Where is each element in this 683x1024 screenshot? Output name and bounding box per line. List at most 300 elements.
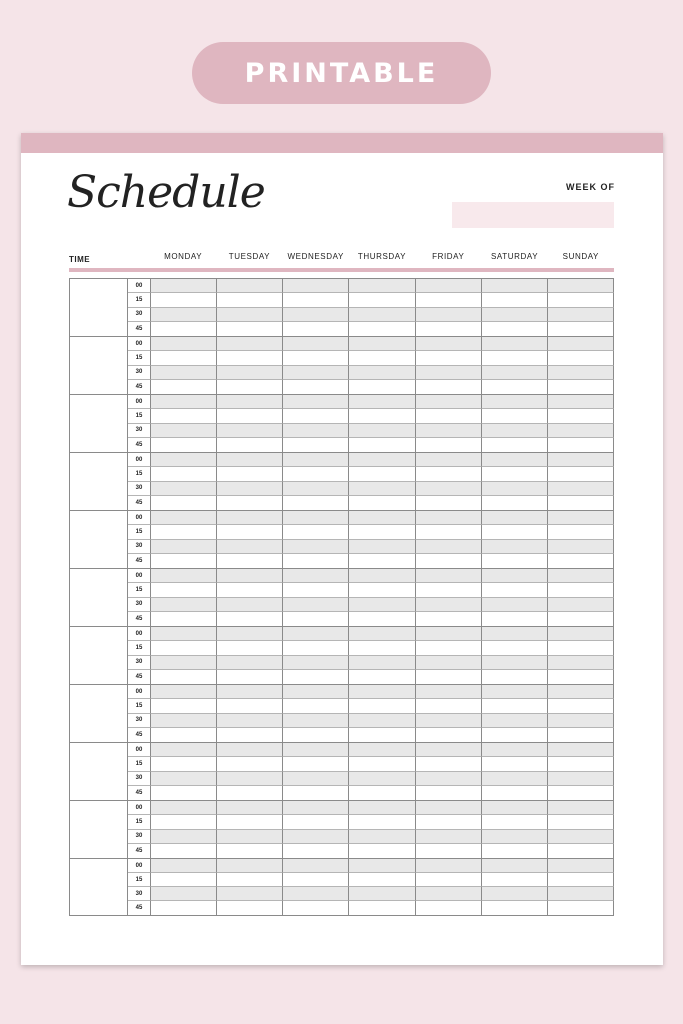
slot-cell-tuesday[interactable] (217, 670, 283, 684)
slot-cell-tuesday[interactable] (217, 772, 283, 786)
slot-cell-saturday[interactable] (482, 569, 548, 583)
slot-cell-monday[interactable] (151, 337, 217, 351)
slot-cell-monday[interactable] (151, 772, 217, 786)
slot-cell-monday[interactable] (151, 598, 217, 612)
slot-cell-thursday[interactable] (349, 380, 415, 394)
slot-cell-monday[interactable] (151, 279, 217, 293)
slot-cell-friday[interactable] (416, 743, 482, 757)
slot-cell-saturday[interactable] (482, 598, 548, 612)
slot-cell-friday[interactable] (416, 844, 482, 858)
slot-cell-tuesday[interactable] (217, 380, 283, 394)
slot-cell-sunday[interactable] (548, 540, 614, 554)
slot-cell-tuesday[interactable] (217, 873, 283, 887)
slot-cell-friday[interactable] (416, 830, 482, 844)
slot-cell-wednesday[interactable] (283, 395, 349, 409)
slot-cell-wednesday[interactable] (283, 438, 349, 452)
slot-cell-saturday[interactable] (482, 482, 548, 496)
slot-cell-saturday[interactable] (482, 728, 548, 742)
slot-cell-thursday[interactable] (349, 511, 415, 525)
slot-cell-tuesday[interactable] (217, 815, 283, 829)
slot-cell-monday[interactable] (151, 569, 217, 583)
slot-cell-wednesday[interactable] (283, 366, 349, 380)
hour-label-cell[interactable] (70, 569, 128, 626)
slot-cell-sunday[interactable] (548, 482, 614, 496)
slot-cell-wednesday[interactable] (283, 293, 349, 307)
slot-cell-wednesday[interactable] (283, 887, 349, 901)
slot-cell-monday[interactable] (151, 293, 217, 307)
slot-cell-monday[interactable] (151, 482, 217, 496)
slot-cell-sunday[interactable] (548, 496, 614, 510)
slot-cell-monday[interactable] (151, 424, 217, 438)
slot-cell-tuesday[interactable] (217, 467, 283, 481)
hour-label-cell[interactable] (70, 685, 128, 742)
slot-cell-tuesday[interactable] (217, 641, 283, 655)
slot-cell-monday[interactable] (151, 844, 217, 858)
slot-cell-sunday[interactable] (548, 844, 614, 858)
slot-cell-thursday[interactable] (349, 714, 415, 728)
week-of-field[interactable] (452, 202, 614, 228)
slot-cell-friday[interactable] (416, 641, 482, 655)
slot-cell-thursday[interactable] (349, 772, 415, 786)
slot-cell-thursday[interactable] (349, 699, 415, 713)
slot-cell-friday[interactable] (416, 308, 482, 322)
slot-cell-saturday[interactable] (482, 453, 548, 467)
slot-cell-friday[interactable] (416, 279, 482, 293)
slot-cell-monday[interactable] (151, 757, 217, 771)
hour-label-cell[interactable] (70, 859, 128, 915)
slot-cell-wednesday[interactable] (283, 351, 349, 365)
slot-cell-sunday[interactable] (548, 380, 614, 394)
slot-cell-sunday[interactable] (548, 409, 614, 423)
slot-cell-tuesday[interactable] (217, 496, 283, 510)
hour-label-cell[interactable] (70, 743, 128, 800)
slot-cell-wednesday[interactable] (283, 525, 349, 539)
slot-cell-wednesday[interactable] (283, 685, 349, 699)
slot-cell-saturday[interactable] (482, 786, 548, 800)
slot-cell-tuesday[interactable] (217, 583, 283, 597)
slot-cell-tuesday[interactable] (217, 887, 283, 901)
slot-cell-saturday[interactable] (482, 337, 548, 351)
slot-cell-friday[interactable] (416, 699, 482, 713)
slot-cell-thursday[interactable] (349, 279, 415, 293)
slot-cell-thursday[interactable] (349, 901, 415, 915)
hour-label-cell[interactable] (70, 801, 128, 858)
slot-cell-saturday[interactable] (482, 844, 548, 858)
slot-cell-tuesday[interactable] (217, 656, 283, 670)
slot-cell-sunday[interactable] (548, 453, 614, 467)
slot-cell-wednesday[interactable] (283, 670, 349, 684)
slot-cell-friday[interactable] (416, 859, 482, 873)
slot-cell-friday[interactable] (416, 293, 482, 307)
slot-cell-monday[interactable] (151, 583, 217, 597)
slot-cell-tuesday[interactable] (217, 395, 283, 409)
slot-cell-wednesday[interactable] (283, 801, 349, 815)
slot-cell-wednesday[interactable] (283, 482, 349, 496)
slot-cell-wednesday[interactable] (283, 728, 349, 742)
slot-cell-monday[interactable] (151, 351, 217, 365)
slot-cell-sunday[interactable] (548, 887, 614, 901)
slot-cell-monday[interactable] (151, 873, 217, 887)
slot-cell-thursday[interactable] (349, 467, 415, 481)
slot-cell-wednesday[interactable] (283, 656, 349, 670)
slot-cell-wednesday[interactable] (283, 569, 349, 583)
slot-cell-friday[interactable] (416, 366, 482, 380)
slot-cell-wednesday[interactable] (283, 641, 349, 655)
slot-cell-monday[interactable] (151, 670, 217, 684)
slot-cell-saturday[interactable] (482, 322, 548, 336)
slot-cell-tuesday[interactable] (217, 685, 283, 699)
hour-label-cell[interactable] (70, 453, 128, 510)
slot-cell-monday[interactable] (151, 801, 217, 815)
slot-cell-friday[interactable] (416, 685, 482, 699)
slot-cell-saturday[interactable] (482, 714, 548, 728)
slot-cell-monday[interactable] (151, 714, 217, 728)
slot-cell-thursday[interactable] (349, 830, 415, 844)
slot-cell-tuesday[interactable] (217, 627, 283, 641)
slot-cell-thursday[interactable] (349, 627, 415, 641)
slot-cell-tuesday[interactable] (217, 424, 283, 438)
slot-cell-sunday[interactable] (548, 641, 614, 655)
slot-cell-thursday[interactable] (349, 598, 415, 612)
slot-cell-saturday[interactable] (482, 540, 548, 554)
slot-cell-wednesday[interactable] (283, 901, 349, 915)
slot-cell-wednesday[interactable] (283, 699, 349, 713)
slot-cell-tuesday[interactable] (217, 801, 283, 815)
slot-cell-wednesday[interactable] (283, 612, 349, 626)
slot-cell-friday[interactable] (416, 815, 482, 829)
slot-cell-wednesday[interactable] (283, 844, 349, 858)
slot-cell-monday[interactable] (151, 728, 217, 742)
slot-cell-friday[interactable] (416, 801, 482, 815)
slot-cell-thursday[interactable] (349, 583, 415, 597)
slot-cell-sunday[interactable] (548, 670, 614, 684)
slot-cell-tuesday[interactable] (217, 540, 283, 554)
slot-cell-saturday[interactable] (482, 641, 548, 655)
slot-cell-thursday[interactable] (349, 395, 415, 409)
slot-cell-wednesday[interactable] (283, 496, 349, 510)
slot-cell-sunday[interactable] (548, 395, 614, 409)
slot-cell-thursday[interactable] (349, 540, 415, 554)
slot-cell-wednesday[interactable] (283, 540, 349, 554)
slot-cell-wednesday[interactable] (283, 598, 349, 612)
slot-cell-sunday[interactable] (548, 728, 614, 742)
slot-cell-thursday[interactable] (349, 873, 415, 887)
slot-cell-tuesday[interactable] (217, 569, 283, 583)
slot-cell-saturday[interactable] (482, 351, 548, 365)
slot-cell-monday[interactable] (151, 380, 217, 394)
slot-cell-saturday[interactable] (482, 525, 548, 539)
slot-cell-thursday[interactable] (349, 337, 415, 351)
slot-cell-thursday[interactable] (349, 670, 415, 684)
slot-cell-sunday[interactable] (548, 743, 614, 757)
slot-cell-monday[interactable] (151, 540, 217, 554)
slot-cell-wednesday[interactable] (283, 511, 349, 525)
slot-cell-sunday[interactable] (548, 511, 614, 525)
slot-cell-wednesday[interactable] (283, 786, 349, 800)
slot-cell-friday[interactable] (416, 438, 482, 452)
slot-cell-thursday[interactable] (349, 438, 415, 452)
slot-cell-tuesday[interactable] (217, 714, 283, 728)
slot-cell-tuesday[interactable] (217, 366, 283, 380)
slot-cell-thursday[interactable] (349, 351, 415, 365)
slot-cell-sunday[interactable] (548, 337, 614, 351)
slot-cell-thursday[interactable] (349, 641, 415, 655)
slot-cell-thursday[interactable] (349, 525, 415, 539)
slot-cell-sunday[interactable] (548, 279, 614, 293)
slot-cell-friday[interactable] (416, 757, 482, 771)
slot-cell-friday[interactable] (416, 395, 482, 409)
slot-cell-wednesday[interactable] (283, 453, 349, 467)
slot-cell-thursday[interactable] (349, 612, 415, 626)
slot-cell-thursday[interactable] (349, 728, 415, 742)
slot-cell-monday[interactable] (151, 641, 217, 655)
slot-cell-tuesday[interactable] (217, 554, 283, 568)
slot-cell-monday[interactable] (151, 453, 217, 467)
slot-cell-saturday[interactable] (482, 366, 548, 380)
slot-cell-sunday[interactable] (548, 714, 614, 728)
slot-cell-saturday[interactable] (482, 380, 548, 394)
slot-cell-sunday[interactable] (548, 685, 614, 699)
slot-cell-saturday[interactable] (482, 467, 548, 481)
slot-cell-friday[interactable] (416, 351, 482, 365)
slot-cell-friday[interactable] (416, 598, 482, 612)
slot-cell-sunday[interactable] (548, 525, 614, 539)
slot-cell-thursday[interactable] (349, 844, 415, 858)
slot-cell-saturday[interactable] (482, 554, 548, 568)
hour-label-cell[interactable] (70, 395, 128, 452)
slot-cell-sunday[interactable] (548, 438, 614, 452)
slot-cell-friday[interactable] (416, 887, 482, 901)
slot-cell-wednesday[interactable] (283, 322, 349, 336)
slot-cell-saturday[interactable] (482, 496, 548, 510)
slot-cell-thursday[interactable] (349, 409, 415, 423)
slot-cell-friday[interactable] (416, 380, 482, 394)
slot-cell-tuesday[interactable] (217, 525, 283, 539)
slot-cell-thursday[interactable] (349, 569, 415, 583)
slot-cell-saturday[interactable] (482, 395, 548, 409)
slot-cell-tuesday[interactable] (217, 612, 283, 626)
slot-cell-monday[interactable] (151, 395, 217, 409)
slot-cell-saturday[interactable] (482, 279, 548, 293)
slot-cell-friday[interactable] (416, 409, 482, 423)
slot-cell-saturday[interactable] (482, 772, 548, 786)
slot-cell-saturday[interactable] (482, 438, 548, 452)
slot-cell-thursday[interactable] (349, 801, 415, 815)
slot-cell-wednesday[interactable] (283, 409, 349, 423)
slot-cell-monday[interactable] (151, 901, 217, 915)
slot-cell-sunday[interactable] (548, 772, 614, 786)
slot-cell-sunday[interactable] (548, 366, 614, 380)
slot-cell-thursday[interactable] (349, 496, 415, 510)
slot-cell-monday[interactable] (151, 786, 217, 800)
slot-cell-friday[interactable] (416, 540, 482, 554)
slot-cell-friday[interactable] (416, 612, 482, 626)
slot-cell-sunday[interactable] (548, 351, 614, 365)
slot-cell-tuesday[interactable] (217, 322, 283, 336)
slot-cell-monday[interactable] (151, 409, 217, 423)
slot-cell-tuesday[interactable] (217, 728, 283, 742)
slot-cell-friday[interactable] (416, 901, 482, 915)
slot-cell-friday[interactable] (416, 728, 482, 742)
slot-cell-friday[interactable] (416, 496, 482, 510)
slot-cell-sunday[interactable] (548, 612, 614, 626)
slot-cell-friday[interactable] (416, 453, 482, 467)
slot-cell-saturday[interactable] (482, 293, 548, 307)
slot-cell-sunday[interactable] (548, 699, 614, 713)
slot-cell-thursday[interactable] (349, 757, 415, 771)
slot-cell-saturday[interactable] (482, 583, 548, 597)
slot-cell-monday[interactable] (151, 685, 217, 699)
slot-cell-tuesday[interactable] (217, 844, 283, 858)
slot-cell-saturday[interactable] (482, 859, 548, 873)
slot-cell-monday[interactable] (151, 438, 217, 452)
slot-cell-wednesday[interactable] (283, 859, 349, 873)
slot-cell-thursday[interactable] (349, 424, 415, 438)
slot-cell-friday[interactable] (416, 424, 482, 438)
slot-cell-friday[interactable] (416, 467, 482, 481)
slot-cell-monday[interactable] (151, 554, 217, 568)
slot-cell-monday[interactable] (151, 656, 217, 670)
slot-cell-sunday[interactable] (548, 786, 614, 800)
slot-cell-thursday[interactable] (349, 554, 415, 568)
slot-cell-saturday[interactable] (482, 801, 548, 815)
slot-cell-friday[interactable] (416, 554, 482, 568)
slot-cell-saturday[interactable] (482, 670, 548, 684)
slot-cell-friday[interactable] (416, 670, 482, 684)
slot-cell-sunday[interactable] (548, 569, 614, 583)
slot-cell-sunday[interactable] (548, 583, 614, 597)
slot-cell-monday[interactable] (151, 511, 217, 525)
slot-cell-monday[interactable] (151, 699, 217, 713)
slot-cell-thursday[interactable] (349, 743, 415, 757)
slot-cell-monday[interactable] (151, 322, 217, 336)
slot-cell-friday[interactable] (416, 525, 482, 539)
slot-cell-saturday[interactable] (482, 873, 548, 887)
slot-cell-tuesday[interactable] (217, 743, 283, 757)
slot-cell-monday[interactable] (151, 612, 217, 626)
slot-cell-monday[interactable] (151, 525, 217, 539)
slot-cell-saturday[interactable] (482, 699, 548, 713)
slot-cell-wednesday[interactable] (283, 583, 349, 597)
slot-cell-monday[interactable] (151, 627, 217, 641)
slot-cell-monday[interactable] (151, 815, 217, 829)
slot-cell-thursday[interactable] (349, 656, 415, 670)
slot-cell-sunday[interactable] (548, 757, 614, 771)
hour-label-cell[interactable] (70, 337, 128, 394)
slot-cell-monday[interactable] (151, 887, 217, 901)
slot-cell-saturday[interactable] (482, 308, 548, 322)
slot-cell-saturday[interactable] (482, 743, 548, 757)
slot-cell-monday[interactable] (151, 366, 217, 380)
slot-cell-wednesday[interactable] (283, 554, 349, 568)
slot-cell-friday[interactable] (416, 322, 482, 336)
slot-cell-friday[interactable] (416, 511, 482, 525)
slot-cell-saturday[interactable] (482, 901, 548, 915)
slot-cell-tuesday[interactable] (217, 337, 283, 351)
slot-cell-thursday[interactable] (349, 685, 415, 699)
slot-cell-friday[interactable] (416, 873, 482, 887)
slot-cell-wednesday[interactable] (283, 873, 349, 887)
slot-cell-saturday[interactable] (482, 409, 548, 423)
slot-cell-tuesday[interactable] (217, 830, 283, 844)
slot-cell-tuesday[interactable] (217, 859, 283, 873)
slot-cell-sunday[interactable] (548, 873, 614, 887)
slot-cell-sunday[interactable] (548, 830, 614, 844)
slot-cell-tuesday[interactable] (217, 453, 283, 467)
slot-cell-wednesday[interactable] (283, 279, 349, 293)
slot-cell-wednesday[interactable] (283, 772, 349, 786)
slot-cell-sunday[interactable] (548, 656, 614, 670)
slot-cell-monday[interactable] (151, 859, 217, 873)
slot-cell-saturday[interactable] (482, 815, 548, 829)
slot-cell-sunday[interactable] (548, 467, 614, 481)
slot-cell-saturday[interactable] (482, 424, 548, 438)
slot-cell-tuesday[interactable] (217, 598, 283, 612)
slot-cell-wednesday[interactable] (283, 757, 349, 771)
slot-cell-sunday[interactable] (548, 308, 614, 322)
slot-cell-tuesday[interactable] (217, 438, 283, 452)
slot-cell-monday[interactable] (151, 308, 217, 322)
slot-cell-thursday[interactable] (349, 366, 415, 380)
slot-cell-friday[interactable] (416, 569, 482, 583)
slot-cell-tuesday[interactable] (217, 757, 283, 771)
slot-cell-sunday[interactable] (548, 859, 614, 873)
slot-cell-friday[interactable] (416, 627, 482, 641)
slot-cell-wednesday[interactable] (283, 815, 349, 829)
slot-cell-wednesday[interactable] (283, 424, 349, 438)
slot-cell-saturday[interactable] (482, 887, 548, 901)
hour-label-cell[interactable] (70, 279, 128, 336)
slot-cell-monday[interactable] (151, 743, 217, 757)
slot-cell-tuesday[interactable] (217, 901, 283, 915)
slot-cell-sunday[interactable] (548, 627, 614, 641)
slot-cell-tuesday[interactable] (217, 409, 283, 423)
hour-label-cell[interactable] (70, 511, 128, 568)
slot-cell-tuesday[interactable] (217, 279, 283, 293)
slot-cell-saturday[interactable] (482, 627, 548, 641)
slot-cell-thursday[interactable] (349, 859, 415, 873)
slot-cell-friday[interactable] (416, 583, 482, 597)
slot-cell-wednesday[interactable] (283, 467, 349, 481)
slot-cell-sunday[interactable] (548, 554, 614, 568)
slot-cell-thursday[interactable] (349, 786, 415, 800)
slot-cell-friday[interactable] (416, 772, 482, 786)
slot-cell-saturday[interactable] (482, 757, 548, 771)
hour-label-cell[interactable] (70, 627, 128, 684)
slot-cell-sunday[interactable] (548, 424, 614, 438)
slot-cell-friday[interactable] (416, 337, 482, 351)
slot-cell-thursday[interactable] (349, 482, 415, 496)
slot-cell-wednesday[interactable] (283, 337, 349, 351)
slot-cell-wednesday[interactable] (283, 627, 349, 641)
slot-cell-tuesday[interactable] (217, 786, 283, 800)
slot-cell-friday[interactable] (416, 714, 482, 728)
slot-cell-saturday[interactable] (482, 656, 548, 670)
slot-cell-sunday[interactable] (548, 901, 614, 915)
slot-cell-wednesday[interactable] (283, 714, 349, 728)
slot-cell-monday[interactable] (151, 830, 217, 844)
slot-cell-saturday[interactable] (482, 612, 548, 626)
slot-cell-sunday[interactable] (548, 815, 614, 829)
slot-cell-wednesday[interactable] (283, 830, 349, 844)
slot-cell-thursday[interactable] (349, 453, 415, 467)
slot-cell-thursday[interactable] (349, 815, 415, 829)
slot-cell-friday[interactable] (416, 482, 482, 496)
slot-cell-thursday[interactable] (349, 308, 415, 322)
slot-cell-thursday[interactable] (349, 887, 415, 901)
slot-cell-tuesday[interactable] (217, 511, 283, 525)
slot-cell-saturday[interactable] (482, 685, 548, 699)
